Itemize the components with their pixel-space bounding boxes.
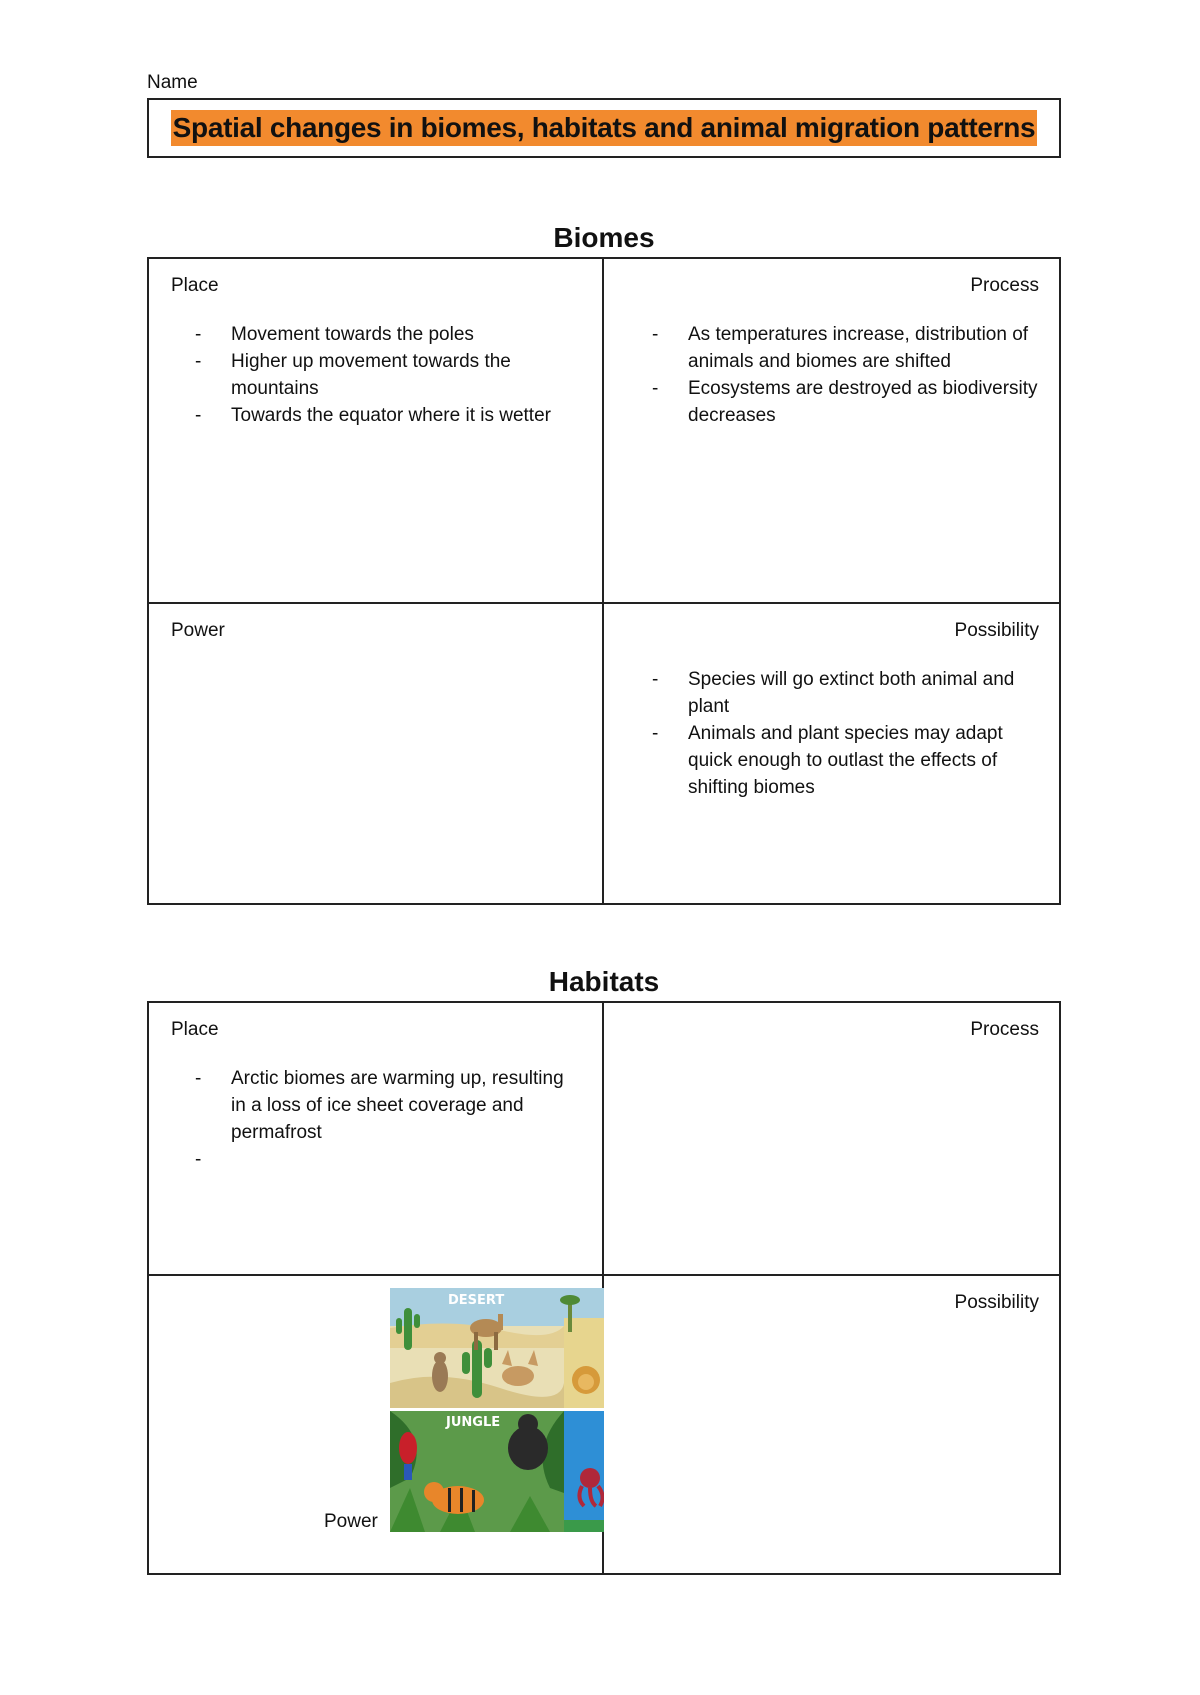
list-item: - Species will go extinct both animal and plant xyxy=(626,666,1039,720)
page-title: Spatial changes in biomes, habitats and animal migration patterns xyxy=(171,110,1038,146)
desert-label: DESERT xyxy=(448,1293,505,1308)
biomes-possibility-cell xyxy=(604,604,1059,903)
biomes-power-cell xyxy=(149,604,604,903)
name-label: Name xyxy=(147,72,198,93)
biomes-process-list xyxy=(626,321,1039,429)
biomes-process-label: Process xyxy=(970,275,1039,296)
habitats-grid xyxy=(147,1001,1061,1575)
habitats-place-cell xyxy=(149,1003,604,1276)
habitats-heading: Habitats xyxy=(548,966,660,997)
jungle-label: JUNGLE xyxy=(446,1415,501,1430)
habitats-possibility-label: Possibility xyxy=(954,1292,1039,1313)
list-item xyxy=(171,1146,582,1173)
list-item: - Movement towards the poles xyxy=(171,321,582,348)
biome-illustration xyxy=(390,1288,604,1532)
list-item: - Animals and plant species may adapt quick enough to outlast the effects of shifting biomes xyxy=(626,720,1039,801)
habitats-place-list xyxy=(171,1065,582,1173)
biomes-heading: Biomes xyxy=(553,222,655,253)
biomes-process-cell xyxy=(604,259,1059,604)
list-item: - Towards the equator where it is wetter xyxy=(171,402,582,429)
biome-illustration-svg xyxy=(390,1288,604,1532)
habitats-place-label: Place xyxy=(171,1019,219,1040)
biomes-place-cell xyxy=(149,259,604,604)
list-item: - Higher up movement towards the mountains xyxy=(171,348,582,402)
habitats-process-label: Process xyxy=(970,1019,1039,1040)
habitats-power-label: Power xyxy=(324,1511,378,1532)
biomes-possibility-list xyxy=(626,666,1039,801)
biomes-place-label: Place xyxy=(171,275,219,296)
habitats-possibility-cell xyxy=(604,1276,1059,1573)
biomes-possibility-label: Possibility xyxy=(954,620,1039,641)
title-box xyxy=(147,98,1061,158)
list-item: - Arctic biomes are warming up, resulting in a loss of ice sheet coverage and permafrost xyxy=(171,1065,582,1146)
biomes-power-label: Power xyxy=(171,620,225,641)
list-item: - Ecosystems are destroyed as biodiversity decreases xyxy=(626,375,1039,429)
biomes-grid xyxy=(147,257,1061,905)
biomes-place-list xyxy=(171,321,582,429)
list-item: - As temperatures increase, distribution of animals and biomes are shifted xyxy=(626,321,1039,375)
habitats-process-cell xyxy=(604,1003,1059,1276)
